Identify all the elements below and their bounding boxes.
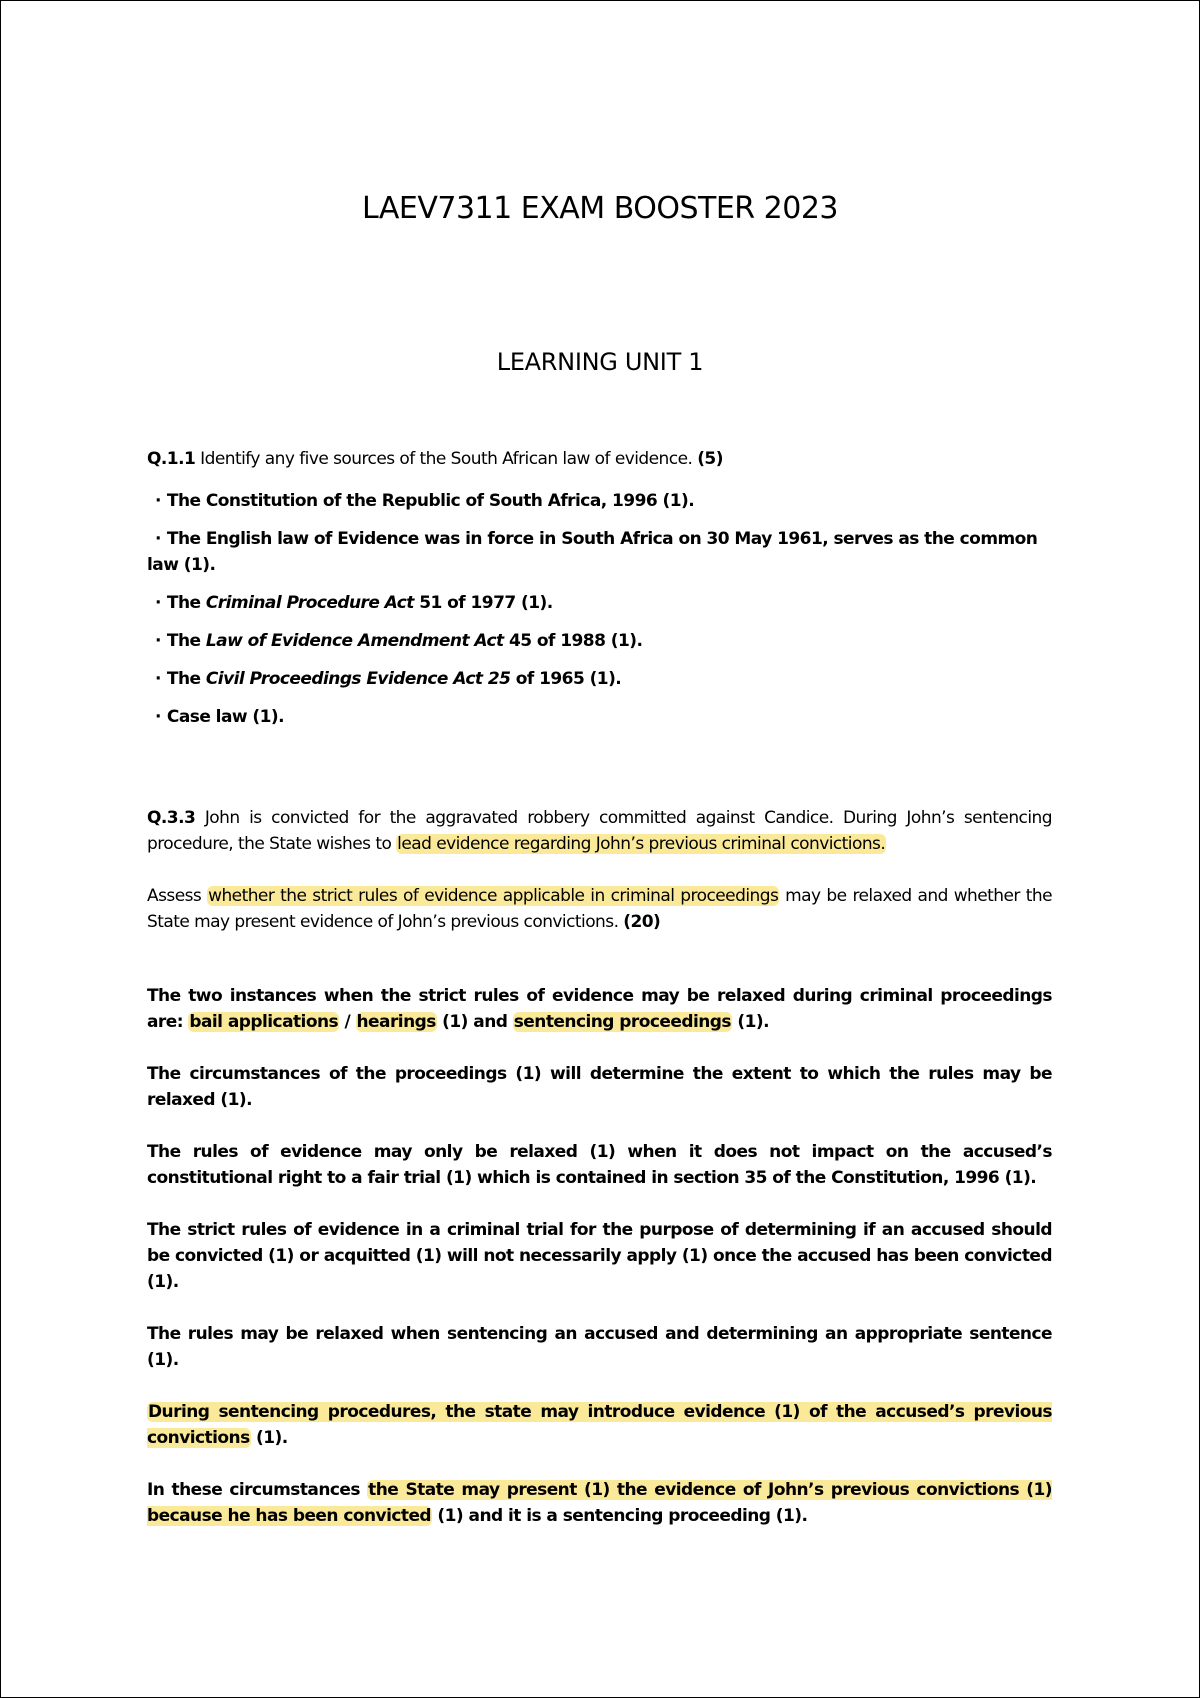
highlight: sentencing proceedings — [513, 1012, 731, 1032]
list-item: · The Civil Proceedings Evidence Act 25 of 1965 (1). — [147, 666, 1052, 692]
document-title: LAEV7311 EXAM BOOSTER 2023 — [361, 191, 839, 226]
answer-paragraph: The two instances when the strict rules of evidence may be relaxed during criminal proceedings are: bail applications / hearings (1) and sentencing proceedings (1). — [147, 986, 1052, 1032]
question-marks: (5) — [697, 449, 723, 469]
document-body — [147, 446, 1052, 1529]
highlight: During sentencing procedures, the state may introduce evidence (1) of the accused’s previous convictions — [147, 1402, 1052, 1448]
answer-paragraph: During sentencing procedures, the state may introduce evidence (1) of the accused’s previous convictions (1). — [147, 1402, 1052, 1448]
bullet-icon: · — [155, 669, 161, 689]
highlight: lead evidence regarding John’s previous criminal convictions. — [397, 834, 886, 854]
answer-paragraph: The circumstances of the proceedings (1) will determine the extent to which the rules may be relaxed (1). — [147, 1064, 1052, 1110]
unit-heading: LEARNING UNIT 1 — [496, 348, 704, 376]
act-name: Criminal Procedure Act — [205, 593, 414, 613]
highlight: whether the strict rules of evidence applicable in criminal proceedings — [208, 886, 779, 906]
question-marks: (20) — [623, 912, 661, 932]
list-item: · The Criminal Procedure Act 51 of 1977 (1). — [147, 590, 1052, 616]
list-item: · Case law (1). — [147, 704, 1052, 730]
bullet-icon: · — [155, 529, 161, 549]
bullet-icon: · — [155, 593, 161, 613]
list-item: · The English law of Evidence was in force in South Africa on 30 May 1961, serves as the common law (1). — [147, 529, 1038, 575]
question-instruction: Assess whether the strict rules of evidence applicable in criminal proceedings may be relaxed and whether the State may present evidence of John’s previous convictions. (20) — [147, 886, 1052, 932]
highlight: hearings — [356, 1012, 436, 1032]
answer-paragraph: The strict rules of evidence in a criminal trial for the purpose of determining if an accused should be convicted (1) or acquitted (1) will not necessarily apply (1) once the accused has been convicted (1). — [147, 1220, 1052, 1292]
bullet-icon: · — [155, 491, 161, 511]
question-text: Identify any five sources of the South African law of evidence. — [195, 449, 698, 469]
answer-paragraph: The rules may be relaxed when sentencing an accused and determining an appropriate sentence (1). — [147, 1324, 1052, 1370]
question-1-1 — [147, 446, 1052, 472]
highlight: bail applications — [189, 1012, 339, 1032]
question-3-3: Q.3.3 John is convicted for the aggravated robbery committed against Candice. During John’s sentencing procedure, the State wishes to lead evidence regarding John’s previous criminal convictions. — [147, 808, 1052, 854]
act-name: Civil Proceedings Evidence Act 25 — [205, 669, 511, 689]
list-item: · The Law of Evidence Amendment Act 45 of 1988 (1). — [147, 628, 1052, 654]
question-number: Q.3.3 — [147, 808, 196, 828]
answer-paragraph: The rules of evidence may only be relaxed (1) when it does not impact on the accused’s constitutional right to a fair trial (1) which is contained in section 35 of the Constitution, 1996 (1). — [147, 1142, 1052, 1188]
question-number: Q.1.1 — [147, 449, 196, 469]
list-item: · The Constitution of the Republic of South Africa, 1996 (1). — [147, 488, 1052, 514]
answer-list — [147, 488, 1052, 730]
highlight: the State may present (1) the evidence of John’s previous convictions (1) because he has been convicted — [147, 1480, 1052, 1526]
bullet-icon: · — [155, 631, 161, 651]
act-name: Law of Evidence Amendment Act — [205, 631, 504, 651]
bullet-icon: · — [155, 707, 161, 727]
answer-paragraph: In these circumstances the State may present (1) the evidence of John’s previous convictions (1) because he has been convicted (1) and it is a sentencing proceeding (1). — [147, 1480, 1052, 1526]
